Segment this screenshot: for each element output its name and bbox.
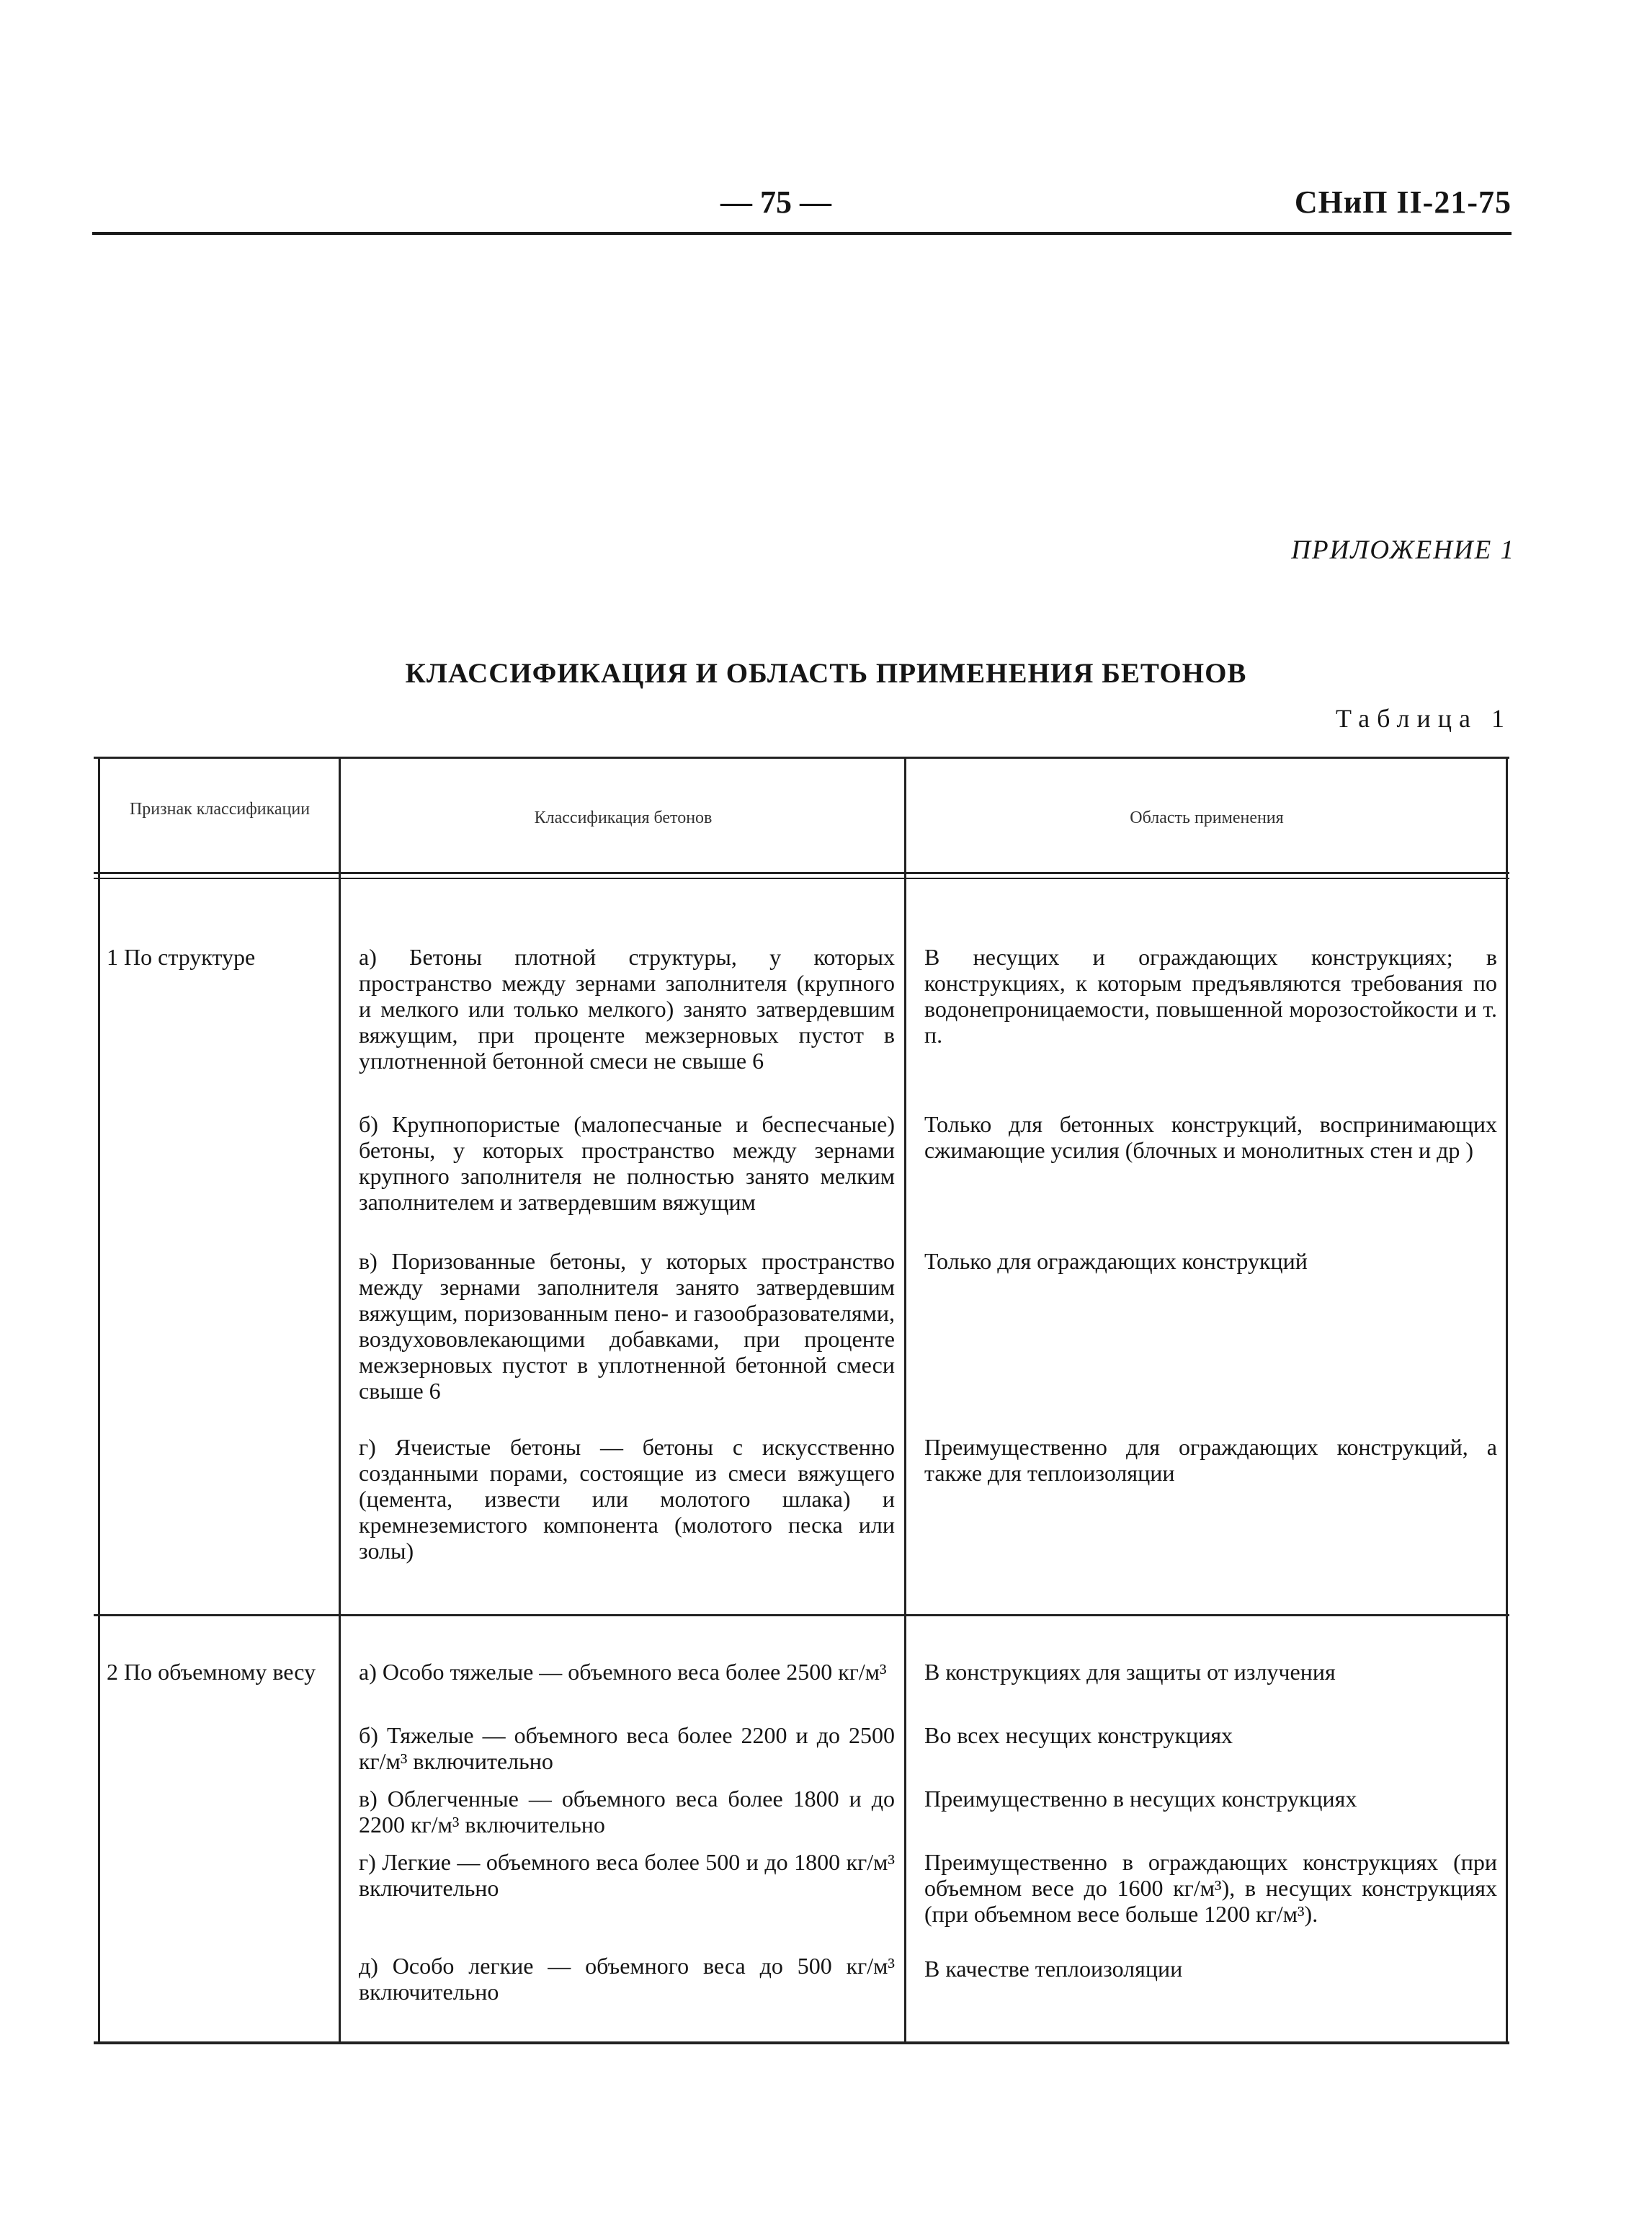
header-divider [92, 232, 1512, 235]
column-divider-1 [339, 757, 341, 2044]
page-header [92, 184, 1512, 227]
classification-cell: г) Ячеистые бетоны — бетоны с искусственно созданными порами, состоящие из смеси вяжущего (цемента, извести или молотого шлака) и кремнеземистого компонента (молотого песка или золы) [359, 1434, 895, 1564]
application-cell: В качестве теплоизоляции [924, 1956, 1183, 1982]
header-bottom-border-2 [94, 878, 1509, 879]
header-sign: Признак классификации [129, 800, 311, 819]
page-number: — 75 — [720, 184, 831, 220]
table-label: Таблица 1 [1336, 704, 1512, 733]
column-divider-2 [904, 757, 906, 2044]
document-code: СНиП II-21-75 [1294, 184, 1512, 220]
classification-cell: г) Легкие — объемного веса более 500 и до 1800 кг/м³ включительно [359, 1849, 895, 1901]
application-cell: Преимущественно для ограждающих конструкций, а также для теплоизоляции [924, 1434, 1497, 1486]
page-title: КЛАССИФИКАЦИЯ И ОБЛАСТЬ ПРИМЕНЕНИЯ БЕТОНОВ [405, 658, 1247, 689]
application-cell: В несущих и ограждающих конструкциях; в конструкциях, к которым предъявляются требования по водонепроницаемости, повышенной морозостойкости и т. п. [924, 944, 1497, 1048]
table-top-border [94, 757, 1509, 759]
header-classification: Классификация бетонов [534, 809, 713, 827]
application-cell: В конструкциях для защиты от излучения [924, 1659, 1336, 1685]
appendix-label: ПРИЛОЖЕНИЕ 1 [1291, 535, 1515, 565]
group-divider [94, 1614, 1509, 1616]
application-cell: Только для ограждающих конструкций [924, 1248, 1308, 1274]
classification-cell: в) Облегченные — объемного веса более 1800 и до 2200 кг/м³ включительно [359, 1786, 895, 1838]
table-right-border [1506, 757, 1508, 2044]
table-left-border [98, 757, 100, 2044]
table-bottom-border [94, 2041, 1509, 2044]
application-cell: Преимущественно в ограждающих конструкциях (при объемном весе до 1600 кг/м³), в несущих конструкциях (при объемном весе больше 1200 кг/м³). [924, 1849, 1497, 1927]
classification-table [94, 757, 1509, 2045]
classification-cell: а) Бетоны плотной структуры, у которых пространство между зернами заполнителя (крупного и мелкого или только мелкого) занято затвердевшим вяжущим, при проценте межзерновых пустот в уплотненной бетонной смеси не свыше 6 [359, 944, 895, 1074]
application-cell: Во всех несущих конструкциях [924, 1722, 1233, 1748]
classification-cell: б) Крупнопористые (малопесчаные и беспесчаные) бетоны, у которых пространство между зернами крупного заполнителя не полностью занято мелким заполнителем и затвердевшим вяжущим [359, 1111, 895, 1215]
group-sign-weight: 2 По объемному весу [107, 1659, 316, 1685]
application-cell: Преимущественно в несущих конструкциях [924, 1786, 1357, 1812]
group-sign-structure: 1 По структуре [107, 944, 256, 970]
classification-cell: б) Тяжелые — объемного веса более 2200 и до 2500 кг/м³ включительно [359, 1722, 895, 1774]
application-cell: Только для бетонных конструкций, воспринимающих сжимающие усилия (блочных и монолитных стен и др ) [924, 1111, 1497, 1163]
classification-cell: в) Поризованные бетоны, у которых пространство между зернами заполнителя занято затвердевшим вяжущим, поризованным пено- и газообразователями, воздухововлекающими добавками, при проценте межзерновых пустот в уплотненной бетонной смеси свыше 6 [359, 1248, 895, 1404]
classification-cell: а) Особо тяжелые — объемного веса более 2500 кг/м³ [359, 1659, 887, 1685]
header-application: Область применения [1130, 809, 1284, 827]
header-bottom-border [94, 872, 1509, 874]
classification-cell: д) Особо легкие — объемного веса до 500 кг/м³ включительно [359, 1953, 895, 2005]
